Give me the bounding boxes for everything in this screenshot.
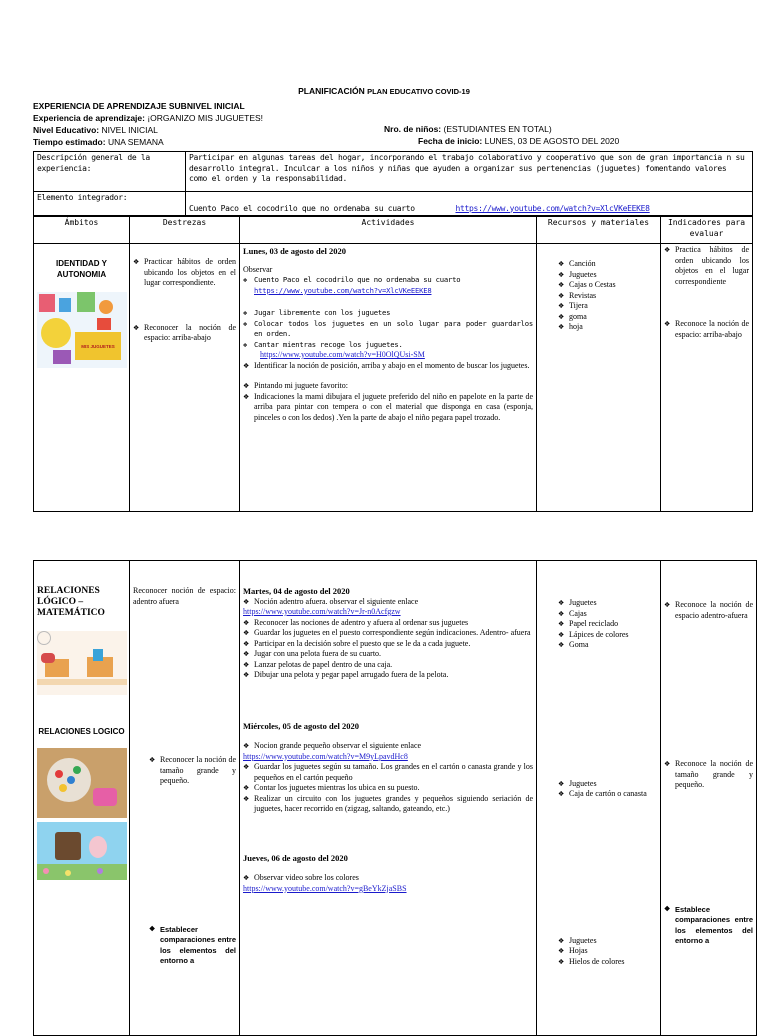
ninos-label: Nro. de niños:: [384, 124, 442, 134]
indicadores-cell-1: [661, 244, 753, 512]
subnivel-line: [33, 100, 245, 112]
experiencia-line: [33, 112, 263, 124]
recurso-item: ❖ Lápices de colores: [558, 630, 657, 641]
activity-dibujar: ❖ Dibujar una pelota y pegar papel arrugado fuera de la pelota.: [243, 670, 533, 681]
destreza-1: ❖ Practicar hábitos de orden ubicando los objetos en el lugar correspondiente.: [133, 257, 236, 289]
date-miercoles: Miércoles, 05 de agosto del 2020: [243, 720, 359, 731]
elem-cell: [186, 192, 753, 216]
desc-label: Descripción general de la experiencia:: [34, 152, 186, 192]
activity-guardar: ❖ Guardar los juguetes en el puesto correspondiente según indicaciones. Adentro- afuera: [243, 628, 533, 639]
page-two: [0, 560, 768, 1024]
recursos-list-1: [558, 259, 657, 333]
activity-adentro-link[interactable]: https://www.youtube.com/watch?v=Jr-n0Acfgzw: [243, 607, 401, 616]
exp-label: Experiencia de aprendizaje:: [33, 113, 145, 123]
desc-text: Participar en algunas tareas del hogar, incorporando el trabajo colaborativo y cooperativo que son de gran importancia n su desarrollo integral. Inculcar a los niños y niñas que ayuden a organizar sus pertenencias (juguetes) fomentando valores como el orden y la responsabilidad.: [186, 152, 753, 192]
kids-illustration: [37, 822, 127, 880]
activity-grande-link[interactable]: https://www.youtube.com/watch?v=M9yLpavdHc8: [243, 751, 408, 761]
activity-contar: ❖ Contar los juguetes mientras los ubica en su puesto.: [243, 783, 533, 794]
recursos-cell-1: [537, 244, 661, 512]
actividades-cell-2: [240, 561, 537, 1036]
ambito-cell-2: [34, 561, 130, 1036]
title-main: PLANIFICACIÓN: [298, 86, 368, 96]
destreza-adentro-afuera: Reconocer noción de espacio: adentro afuera: [133, 586, 236, 606]
fecha-label: Fecha de inicio:: [418, 136, 483, 146]
col-ambitos: Ámbitos: [34, 217, 130, 244]
recurso-item: ❖ Cajas: [558, 609, 657, 620]
activity-grande-pequeno: ❖ Nocion grande pequeño observar el siguiente enlace: [243, 741, 533, 752]
activity-cantar-link[interactable]: https://www.youtube.com/watch?v=H0OlQUsi-SM: [260, 350, 425, 359]
nivel-label: Nivel Educativo:: [33, 125, 100, 135]
indicador-2: ❖ Reconoce la noción de espacio: arriba-abajo: [664, 319, 749, 340]
observar-label: Observar: [243, 264, 273, 274]
tiempo-value: UNA SEMANA: [105, 137, 164, 147]
elem-text: Cuento Paco el cocodrilo que no ordenaba su cuarto: [189, 203, 415, 213]
title-rest: PLAN EDUCATIVO COVID-19: [367, 87, 470, 96]
activity-colocar: ❖ Colocar todos los juguetes en un solo lugar para poder guardarlos en orden.: [243, 319, 533, 340]
activity-colores: ❖ Observar video sobre los colores: [243, 873, 533, 884]
ninos-value: (ESTUDIANTES EN TOTAL): [441, 124, 552, 134]
destreza-tamano: ❖ Reconocer la noción de tamaño grande y pequeño.: [149, 755, 236, 787]
recurso-item: ❖ hoja: [558, 322, 657, 333]
activity-adentro-afuera: ❖ Noción adentro afuera. observar el siguiente enlace: [243, 597, 533, 608]
activity-lanzar: ❖ Lanzar pelotas de papel dentro de una caja.: [243, 660, 533, 671]
indicador-adentro: ❖ Reconoce la noción de espacio adentro-afuera: [664, 600, 753, 621]
ambito-cell-1: [34, 244, 130, 512]
col-indicadores: Indicadores para evaluar: [661, 217, 753, 244]
recurso-item: ❖ goma: [558, 312, 657, 323]
ambito-logico-matematico: RELACIONES LÓGICO – MATEMÁTICO: [37, 586, 105, 618]
activity-reconocer: ❖ Reconocer las nociones de adentro y afuera al ordenar sus juguetes: [243, 618, 533, 629]
activity-identificar: ❖ Identificar la noción de posición, arriba y abajo en el momento de buscar los juguetes.: [243, 361, 533, 372]
ambito-relaciones-logico: RELACIONES LOGICO: [38, 727, 125, 736]
recursos-list-2c: [558, 936, 657, 968]
elem-link[interactable]: https://www.youtube.com/watch?v=XlcVKeEEKE8: [455, 203, 650, 213]
indicadores-cell-2: [661, 561, 757, 1036]
activity-circuito: ❖ Realizar un circuito con los juguetes grandes y pequeños siguiendo seriación de juguetes, hacer recorrido en (zigzag, saltando, gateando, etc.): [243, 794, 533, 815]
activity-jugar: ❖ Jugar libremente con los juguetes: [243, 308, 533, 319]
recurso-item: ❖ Juguetes: [558, 936, 657, 947]
activity-colores-link[interactable]: https://www.youtube.com/watch?v=gBeYkZjaSBS: [243, 883, 407, 893]
recursos-list-2a: [558, 598, 657, 651]
activity-guardar-tamano: ❖ Guardar los juguetes según su tamaño. Los grandes en el cartón o canasta grande y los pequeños en el cartón pequeño: [243, 762, 533, 783]
recurso-item: ❖ Cajas o Cestas: [558, 280, 657, 291]
destrezas-cell-1: [130, 244, 240, 512]
nivel-line: [33, 124, 158, 136]
actividades-cell-1: [240, 244, 537, 512]
planning-table-1: [33, 216, 753, 512]
activity-pintando: ❖ Pintando mi juguete favorito:: [243, 381, 533, 392]
activity-cuento-link[interactable]: https://www.youtube.com/watch?v=XlcVKeEEKE8: [254, 285, 432, 295]
destreza-2: ❖ Reconocer la noción de espacio: arriba-abajo: [133, 323, 236, 344]
fecha-value: LUNES, 03 DE AGOSTO DEL 2020: [482, 136, 620, 146]
recurso-item: ❖ Papel reciclado: [558, 619, 657, 630]
recurso-item: ❖ Tijera: [558, 301, 657, 312]
recurso-item: ❖ Goma: [558, 640, 657, 651]
tiempo-label: Tiempo estimado:: [33, 137, 106, 147]
date-lunes: Lunes, 03 de agosto del 2020: [243, 246, 346, 256]
activity-indicaciones: ❖ Indicaciones la mami dibujara el juguete preferido del niño en papelote en la parte de arriba para pintar con tempera o con el material que disponga en casa (esponja, pinceles o con los dedos) .Yen la parte de abajo el niño pegara papel trozado.: [243, 392, 533, 424]
activity-participar: ❖ Participar en la decisión sobre el puesto que se le da a cada juguete.: [243, 639, 533, 650]
indicador-1: ❖ Practica hábitos de orden ubicando los objetos en el lugar correspondiente: [664, 245, 749, 287]
recurso-item: ❖ Hielos de colores: [558, 957, 657, 968]
illus-label: MIS JUGUETES: [81, 344, 115, 349]
recurso-item: ❖ Juguetes: [558, 598, 657, 609]
info-table: [33, 151, 753, 216]
colored-toys-photo: [37, 748, 127, 818]
col-recursos: Recursos y materiales: [537, 217, 661, 244]
recurso-item: ❖ Juguetes: [558, 779, 657, 790]
exp-value: ¡ORGANIZO MIS JUGUETES!: [144, 113, 264, 123]
document-title: [0, 86, 768, 96]
ninos-line: [384, 124, 552, 134]
activity-cuento: [243, 275, 533, 296]
indicador-comparaciones: ❖ Establece comparaciones entre los elementos del entorno a: [664, 905, 753, 947]
col-actividades: Actividades: [240, 217, 537, 244]
tiempo-line: [33, 136, 164, 148]
activity-cuento-text: Cuento Paco el cocodrilo que no ordenaba su cuarto: [254, 275, 461, 284]
planning-table-2: [33, 560, 757, 1036]
date-martes: Martes, 04 de agosto del 2020: [243, 586, 350, 596]
recurso-item: ❖ Canción: [558, 259, 657, 270]
elem-label: Elemento integrador:: [34, 192, 186, 216]
recurso-item: ❖ Revistas: [558, 291, 657, 302]
activity-pelota: ❖ Jugar con una pelota fuera de su cuarto.: [243, 649, 533, 660]
subnivel: EXPERIENCIA DE APRENDIZAJE SUBNIVEL INICIAL: [33, 101, 245, 111]
recurso-item: ❖ Juguetes: [558, 270, 657, 281]
recursos-list-2b: [558, 779, 657, 800]
destreza-comparaciones: ❖ Establecer comparaciones entre los elementos del entorno a: [149, 925, 236, 967]
fecha-line: [418, 136, 619, 146]
ambito-identidad: IDENTIDAD Y AUTONOMIA: [56, 259, 107, 279]
activity-cantar: ❖ Cantar mientras recoge los juguetes.: [243, 340, 533, 351]
recurso-item: ❖ Hojas: [558, 946, 657, 957]
destrezas-cell-2: [130, 561, 240, 1036]
date-jueves: Jueves, 06 de agosto del 2020: [243, 852, 348, 863]
toys-illustration: [37, 292, 127, 368]
col-destrezas: Destrezas: [130, 217, 240, 244]
indicador-tamano: ❖ Reconoce la noción de tamaño grande y pequeño.: [664, 759, 753, 791]
boxes-illustration: [37, 631, 127, 695]
recurso-item: ❖ Caja de cartón o canasta: [558, 789, 657, 800]
nivel-value: NIVEL INICIAL: [99, 125, 158, 135]
recursos-cell-2: [537, 561, 661, 1036]
